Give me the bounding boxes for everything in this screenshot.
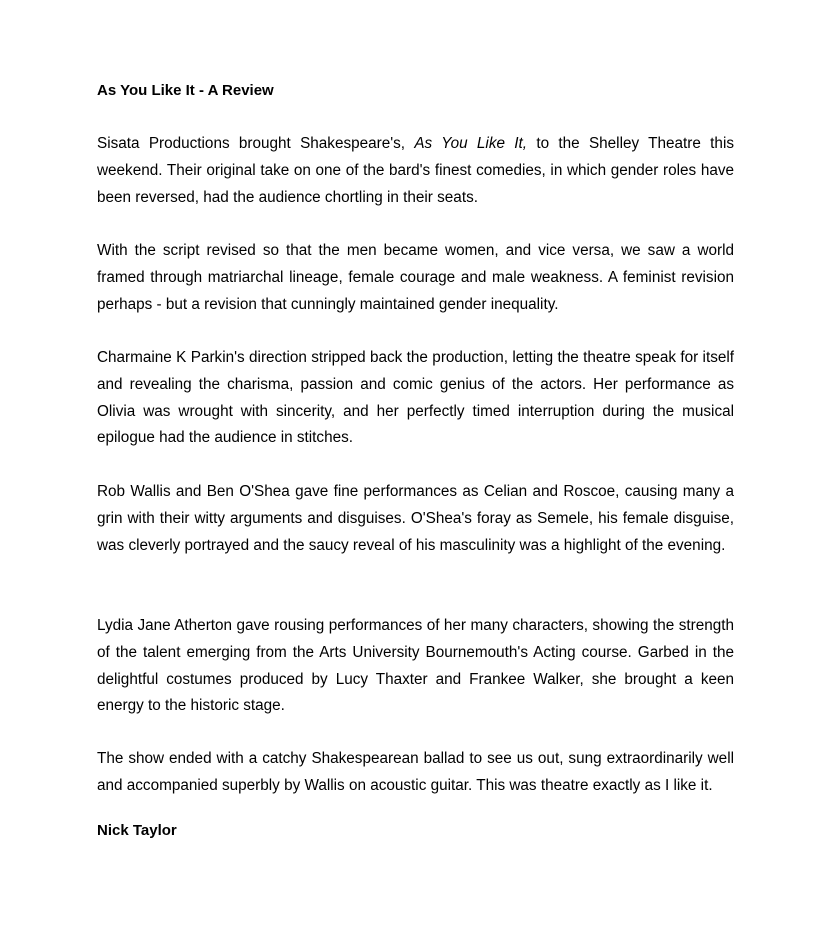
paragraph-intro-text-after: to the Shelley Theatre this weekend. Their original take on one of the bard's finest comedies, in which gender roles have been reversed, had the audience chortling in their seats. [97,135,734,206]
review-title: As You Like It - A Review [97,82,274,99]
paragraph-intro [97,131,734,211]
play-title-italic: As You Like It, [414,135,528,152]
author-signature: Nick Taylor [97,822,177,839]
paragraph-atherton: Lydia Jane Atherton gave rousing performances of her many characters, showing the strength of the talent emerging from the Arts University Bournemouth's Acting course. Garbed in the delightful costumes produced by Lucy Thaxter and Frankee Walker, she brought a keen energy to the historic stage. [97,617,734,715]
paragraph-script-revision: With the script revised so that the men became women, and vice versa, we saw a world framed through matriarchal lineage, female courage and male weakness. A feminist revision perhaps - but a revision that cunningly maintained gender inequality. [97,242,734,313]
paragraph-direction: Charmaine K Parkin's direction stripped back the production, letting the theatre speak for itself and revealing the charisma, passion and comic genius of the actors. Her performance as Olivia was wrought with sincerity, and her perfectly timed interruption during the musical epilogue had the audience in stitches. [97,349,734,447]
paragraph-intro-text-before: Sisata Productions brought Shakespeare's, [97,135,415,152]
paragraph-closing: The show ended with a catchy Shakespearean ballad to see us out, sung extraordinarily well and accompanied superbly by Wallis on acoustic guitar. This was theatre exactly as I like it. [97,750,734,794]
paragraph-wallis-oshea: Rob Wallis and Ben O'Shea gave fine performances as Celian and Roscoe, causing many a grin with their witty arguments and disguises. O'Shea's foray as Semele, his female disguise, was cleverly portrayed and the saucy reveal of his masculinity was a highlight of the evening. [97,483,734,554]
